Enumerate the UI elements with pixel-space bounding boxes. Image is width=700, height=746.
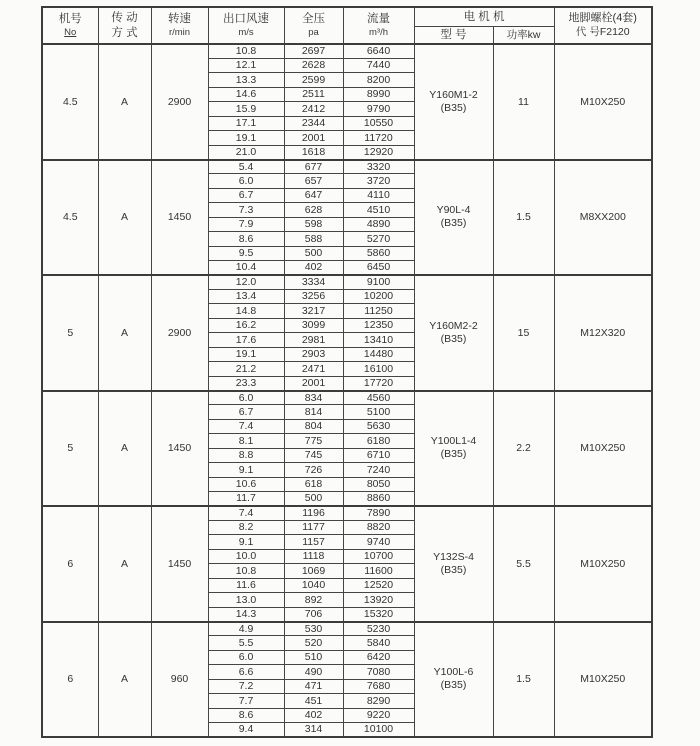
flow-cell: 10550 bbox=[343, 116, 414, 130]
flow-cell: 7890 bbox=[343, 506, 414, 520]
outlet-speed-cell: 11.7 bbox=[208, 492, 284, 506]
flow-cell: 14480 bbox=[343, 347, 414, 361]
pressure-cell: 775 bbox=[284, 434, 343, 448]
anchor-bolt-cell: M12X320 bbox=[554, 275, 652, 391]
outlet-speed-cell: 6.0 bbox=[208, 391, 284, 405]
pressure-cell: 402 bbox=[284, 708, 343, 722]
pressure-cell: 814 bbox=[284, 405, 343, 419]
col-header-drive bbox=[98, 7, 151, 44]
pressure-cell: 471 bbox=[284, 679, 343, 693]
outlet-speed-cell: 17.1 bbox=[208, 116, 284, 130]
outlet-speed-cell: 8.6 bbox=[208, 708, 284, 722]
header-label: 电 机 机 bbox=[463, 10, 505, 23]
pressure-cell: 2981 bbox=[284, 333, 343, 347]
outlet-speed-cell: 12.1 bbox=[208, 58, 284, 72]
pressure-cell: 3099 bbox=[284, 318, 343, 332]
drive-mode-cell: A bbox=[98, 391, 151, 507]
header-unit: m/s bbox=[238, 26, 254, 38]
header-unit: No bbox=[64, 26, 77, 38]
col-header-motor-power bbox=[493, 26, 554, 44]
outlet-speed-cell: 9.4 bbox=[208, 723, 284, 737]
pressure-cell: 3217 bbox=[284, 304, 343, 318]
flow-cell: 11250 bbox=[343, 304, 414, 318]
outlet-speed-cell: 5.5 bbox=[208, 636, 284, 650]
anchor-bolt-cell: M10X250 bbox=[554, 622, 652, 738]
flow-cell: 5860 bbox=[343, 246, 414, 260]
flow-cell: 12350 bbox=[343, 318, 414, 332]
motor-model: Y100L1-4 bbox=[430, 435, 477, 448]
col-header-speed bbox=[151, 7, 208, 44]
flow-cell: 5230 bbox=[343, 622, 414, 636]
machine-no-cell: 6 bbox=[42, 622, 98, 738]
header-label: 转速 bbox=[168, 13, 191, 26]
outlet-speed-cell: 21.0 bbox=[208, 145, 284, 159]
data-row bbox=[42, 391, 652, 405]
flow-cell: 8820 bbox=[343, 520, 414, 534]
pressure-cell: 3256 bbox=[284, 289, 343, 303]
motor-model: Y160M1-2 bbox=[429, 88, 478, 101]
data-row bbox=[42, 275, 652, 289]
outlet-speed-cell: 6.0 bbox=[208, 650, 284, 664]
pressure-cell: 3334 bbox=[284, 275, 343, 289]
motor-power-cell: 11 bbox=[493, 44, 554, 160]
outlet-speed-cell: 8.8 bbox=[208, 448, 284, 462]
motor-frame: (B35) bbox=[440, 563, 467, 576]
flow-cell: 9790 bbox=[343, 102, 414, 116]
flow-cell: 5630 bbox=[343, 419, 414, 433]
col-header-flow bbox=[343, 7, 414, 44]
pressure-cell: 598 bbox=[284, 217, 343, 231]
outlet-speed-cell: 10.4 bbox=[208, 261, 284, 275]
flow-cell: 6640 bbox=[343, 44, 414, 58]
drive-mode-cell: A bbox=[98, 506, 151, 622]
outlet-speed-cell: 10.0 bbox=[208, 549, 284, 563]
motor-model: Y100L-6 bbox=[433, 666, 474, 679]
pressure-cell: 1069 bbox=[284, 564, 343, 578]
data-row bbox=[42, 44, 652, 58]
motor-power-cell: 5.5 bbox=[493, 506, 554, 622]
rotation-speed-cell: 1450 bbox=[151, 391, 208, 507]
header-label: 全压 bbox=[302, 13, 325, 26]
outlet-speed-cell: 7.4 bbox=[208, 506, 284, 520]
flow-cell: 10700 bbox=[343, 549, 414, 563]
flow-cell: 8860 bbox=[343, 492, 414, 506]
outlet-speed-cell: 5.4 bbox=[208, 160, 284, 174]
machine-no-cell: 5 bbox=[42, 391, 98, 507]
flow-cell: 9100 bbox=[343, 275, 414, 289]
motor-model: Y90L-4 bbox=[436, 204, 471, 217]
pressure-cell: 2628 bbox=[284, 58, 343, 72]
outlet-speed-cell: 16.2 bbox=[208, 318, 284, 332]
outlet-speed-cell: 8.6 bbox=[208, 232, 284, 246]
motor-power-cell: 1.5 bbox=[493, 160, 554, 276]
pressure-cell: 2697 bbox=[284, 44, 343, 58]
motor-model: Y132S-4 bbox=[433, 550, 474, 563]
col-header-motor-model bbox=[414, 26, 493, 44]
motor-model-cell bbox=[414, 160, 493, 276]
flow-cell: 9220 bbox=[343, 708, 414, 722]
rotation-speed-cell: 2900 bbox=[151, 275, 208, 391]
outlet-speed-cell: 6.7 bbox=[208, 405, 284, 419]
header-label: 代 号F2120 bbox=[575, 25, 630, 38]
outlet-speed-cell: 10.6 bbox=[208, 477, 284, 491]
pressure-cell: 1040 bbox=[284, 578, 343, 592]
table-body bbox=[42, 44, 652, 737]
header-label: 机号 bbox=[58, 13, 82, 26]
anchor-bolt-cell: M10X250 bbox=[554, 391, 652, 507]
drive-mode-cell: A bbox=[98, 622, 151, 738]
outlet-speed-cell: 7.4 bbox=[208, 419, 284, 433]
pressure-cell: 745 bbox=[284, 448, 343, 462]
flow-cell: 15320 bbox=[343, 607, 414, 621]
pressure-cell: 834 bbox=[284, 391, 343, 405]
flow-cell: 7080 bbox=[343, 665, 414, 679]
flow-cell: 11720 bbox=[343, 131, 414, 145]
pressure-cell: 706 bbox=[284, 607, 343, 621]
machine-no-cell: 6 bbox=[42, 506, 98, 622]
pressure-cell: 2599 bbox=[284, 73, 343, 87]
outlet-speed-cell: 8.1 bbox=[208, 434, 284, 448]
motor-frame: (B35) bbox=[440, 679, 467, 692]
pressure-cell: 1177 bbox=[284, 520, 343, 534]
rotation-speed-cell: 2900 bbox=[151, 44, 208, 160]
flow-cell: 4560 bbox=[343, 391, 414, 405]
outlet-speed-cell: 8.2 bbox=[208, 520, 284, 534]
flow-cell: 12920 bbox=[343, 145, 414, 159]
col-header-motor-group bbox=[414, 7, 554, 26]
pressure-cell: 451 bbox=[284, 694, 343, 708]
flow-cell: 6450 bbox=[343, 261, 414, 275]
fan-spec-table bbox=[41, 6, 653, 738]
pressure-cell: 647 bbox=[284, 188, 343, 202]
pressure-cell: 618 bbox=[284, 477, 343, 491]
pressure-cell: 510 bbox=[284, 650, 343, 664]
table-header bbox=[42, 7, 652, 44]
flow-cell: 8200 bbox=[343, 73, 414, 87]
data-row bbox=[42, 622, 652, 636]
pressure-cell: 1196 bbox=[284, 506, 343, 520]
header-unit: r/min bbox=[168, 26, 191, 38]
pressure-cell: 2412 bbox=[284, 102, 343, 116]
flow-cell: 7240 bbox=[343, 463, 414, 477]
pressure-cell: 2511 bbox=[284, 87, 343, 101]
outlet-speed-cell: 7.3 bbox=[208, 203, 284, 217]
col-header-bolt bbox=[554, 7, 652, 44]
pressure-cell: 402 bbox=[284, 261, 343, 275]
outlet-speed-cell: 19.1 bbox=[208, 347, 284, 361]
header-label: 流量 bbox=[367, 13, 390, 26]
flow-cell: 5840 bbox=[343, 636, 414, 650]
pressure-cell: 530 bbox=[284, 622, 343, 636]
pressure-cell: 726 bbox=[284, 463, 343, 477]
flow-cell: 16100 bbox=[343, 362, 414, 376]
pressure-cell: 2903 bbox=[284, 347, 343, 361]
drive-mode-cell: A bbox=[98, 160, 151, 276]
outlet-speed-cell: 15.9 bbox=[208, 102, 284, 116]
flow-cell: 4890 bbox=[343, 217, 414, 231]
flow-cell: 7680 bbox=[343, 679, 414, 693]
outlet-speed-cell: 7.2 bbox=[208, 679, 284, 693]
pressure-cell: 490 bbox=[284, 665, 343, 679]
pressure-cell: 1618 bbox=[284, 145, 343, 159]
motor-model-cell bbox=[414, 506, 493, 622]
motor-model-cell bbox=[414, 275, 493, 391]
pressure-cell: 892 bbox=[284, 593, 343, 607]
flow-cell: 7440 bbox=[343, 58, 414, 72]
outlet-speed-cell: 14.3 bbox=[208, 607, 284, 621]
header-unit: pa bbox=[308, 26, 319, 38]
col-header-pressure bbox=[284, 7, 343, 44]
outlet-speed-cell: 9.1 bbox=[208, 463, 284, 477]
pressure-cell: 2001 bbox=[284, 376, 343, 390]
outlet-speed-cell: 23.3 bbox=[208, 376, 284, 390]
motor-frame: (B35) bbox=[440, 217, 467, 230]
flow-cell: 8990 bbox=[343, 87, 414, 101]
flow-cell: 9740 bbox=[343, 535, 414, 549]
outlet-speed-cell: 6.0 bbox=[208, 174, 284, 188]
data-row bbox=[42, 506, 652, 520]
machine-no-cell: 5 bbox=[42, 275, 98, 391]
outlet-speed-cell: 9.5 bbox=[208, 246, 284, 260]
rotation-speed-cell: 960 bbox=[151, 622, 208, 738]
pressure-cell: 520 bbox=[284, 636, 343, 650]
flow-cell: 3720 bbox=[343, 174, 414, 188]
machine-no-cell: 4.5 bbox=[42, 44, 98, 160]
pressure-cell: 657 bbox=[284, 174, 343, 188]
col-header-outlet-speed bbox=[208, 7, 284, 44]
outlet-speed-cell: 7.7 bbox=[208, 694, 284, 708]
pressure-cell: 628 bbox=[284, 203, 343, 217]
flow-cell: 6180 bbox=[343, 434, 414, 448]
motor-model-cell bbox=[414, 44, 493, 160]
motor-frame: (B35) bbox=[440, 332, 467, 345]
outlet-speed-cell: 17.6 bbox=[208, 333, 284, 347]
header-label: 型 号 bbox=[440, 28, 467, 41]
motor-frame: (B35) bbox=[440, 101, 467, 114]
outlet-speed-cell: 11.6 bbox=[208, 578, 284, 592]
outlet-speed-cell: 9.1 bbox=[208, 535, 284, 549]
drive-mode-cell: A bbox=[98, 275, 151, 391]
motor-model-cell bbox=[414, 391, 493, 507]
col-header-machine-no bbox=[42, 7, 98, 44]
pressure-cell: 588 bbox=[284, 232, 343, 246]
outlet-speed-cell: 6.7 bbox=[208, 188, 284, 202]
pressure-cell: 2001 bbox=[284, 131, 343, 145]
outlet-speed-cell: 19.1 bbox=[208, 131, 284, 145]
anchor-bolt-cell: M10X250 bbox=[554, 506, 652, 622]
flow-cell: 11600 bbox=[343, 564, 414, 578]
header-label: 方 式 bbox=[111, 26, 138, 39]
outlet-speed-cell: 13.3 bbox=[208, 73, 284, 87]
motor-power-cell: 2.2 bbox=[493, 391, 554, 507]
outlet-speed-cell: 7.9 bbox=[208, 217, 284, 231]
flow-cell: 5100 bbox=[343, 405, 414, 419]
pressure-cell: 804 bbox=[284, 419, 343, 433]
flow-cell: 4510 bbox=[343, 203, 414, 217]
outlet-speed-cell: 6.6 bbox=[208, 665, 284, 679]
flow-cell: 13920 bbox=[343, 593, 414, 607]
anchor-bolt-cell: M10X250 bbox=[554, 44, 652, 160]
outlet-speed-cell: 10.8 bbox=[208, 564, 284, 578]
anchor-bolt-cell: M8XX200 bbox=[554, 160, 652, 276]
motor-model-cell bbox=[414, 622, 493, 738]
pressure-cell: 2471 bbox=[284, 362, 343, 376]
outlet-speed-cell: 21.2 bbox=[208, 362, 284, 376]
outlet-speed-cell: 10.8 bbox=[208, 44, 284, 58]
pressure-cell: 314 bbox=[284, 723, 343, 737]
data-row bbox=[42, 160, 652, 174]
pressure-cell: 677 bbox=[284, 160, 343, 174]
pressure-cell: 1157 bbox=[284, 535, 343, 549]
machine-no-cell: 4.5 bbox=[42, 160, 98, 276]
header-label: 传 动 bbox=[111, 12, 138, 25]
motor-power-cell: 1.5 bbox=[493, 622, 554, 738]
header-label: 功率kw bbox=[506, 28, 541, 41]
header-label: 出口风速 bbox=[223, 13, 269, 26]
pressure-cell: 500 bbox=[284, 492, 343, 506]
motor-power-cell: 15 bbox=[493, 275, 554, 391]
flow-cell: 5270 bbox=[343, 232, 414, 246]
motor-model: Y160M2-2 bbox=[429, 319, 478, 332]
flow-cell: 8050 bbox=[343, 477, 414, 491]
flow-cell: 3320 bbox=[343, 160, 414, 174]
flow-cell: 6710 bbox=[343, 448, 414, 462]
flow-cell: 4110 bbox=[343, 188, 414, 202]
motor-frame: (B35) bbox=[440, 448, 467, 461]
outlet-speed-cell: 4.9 bbox=[208, 622, 284, 636]
drive-mode-cell: A bbox=[98, 44, 151, 160]
flow-cell: 8290 bbox=[343, 694, 414, 708]
flow-cell: 13410 bbox=[343, 333, 414, 347]
pressure-cell: 2344 bbox=[284, 116, 343, 130]
outlet-speed-cell: 13.4 bbox=[208, 289, 284, 303]
rotation-speed-cell: 1450 bbox=[151, 506, 208, 622]
outlet-speed-cell: 12.0 bbox=[208, 275, 284, 289]
pressure-cell: 1118 bbox=[284, 549, 343, 563]
outlet-speed-cell: 13.0 bbox=[208, 593, 284, 607]
outlet-speed-cell: 14.6 bbox=[208, 87, 284, 101]
outlet-speed-cell: 14.8 bbox=[208, 304, 284, 318]
header-label: 地脚螺栓(4套) bbox=[568, 12, 637, 25]
flow-cell: 6420 bbox=[343, 650, 414, 664]
flow-cell: 10100 bbox=[343, 723, 414, 737]
rotation-speed-cell: 1450 bbox=[151, 160, 208, 276]
pressure-cell: 500 bbox=[284, 246, 343, 260]
flow-cell: 17720 bbox=[343, 376, 414, 390]
flow-cell: 10200 bbox=[343, 289, 414, 303]
header-unit: m³/h bbox=[369, 26, 388, 38]
flow-cell: 12520 bbox=[343, 578, 414, 592]
